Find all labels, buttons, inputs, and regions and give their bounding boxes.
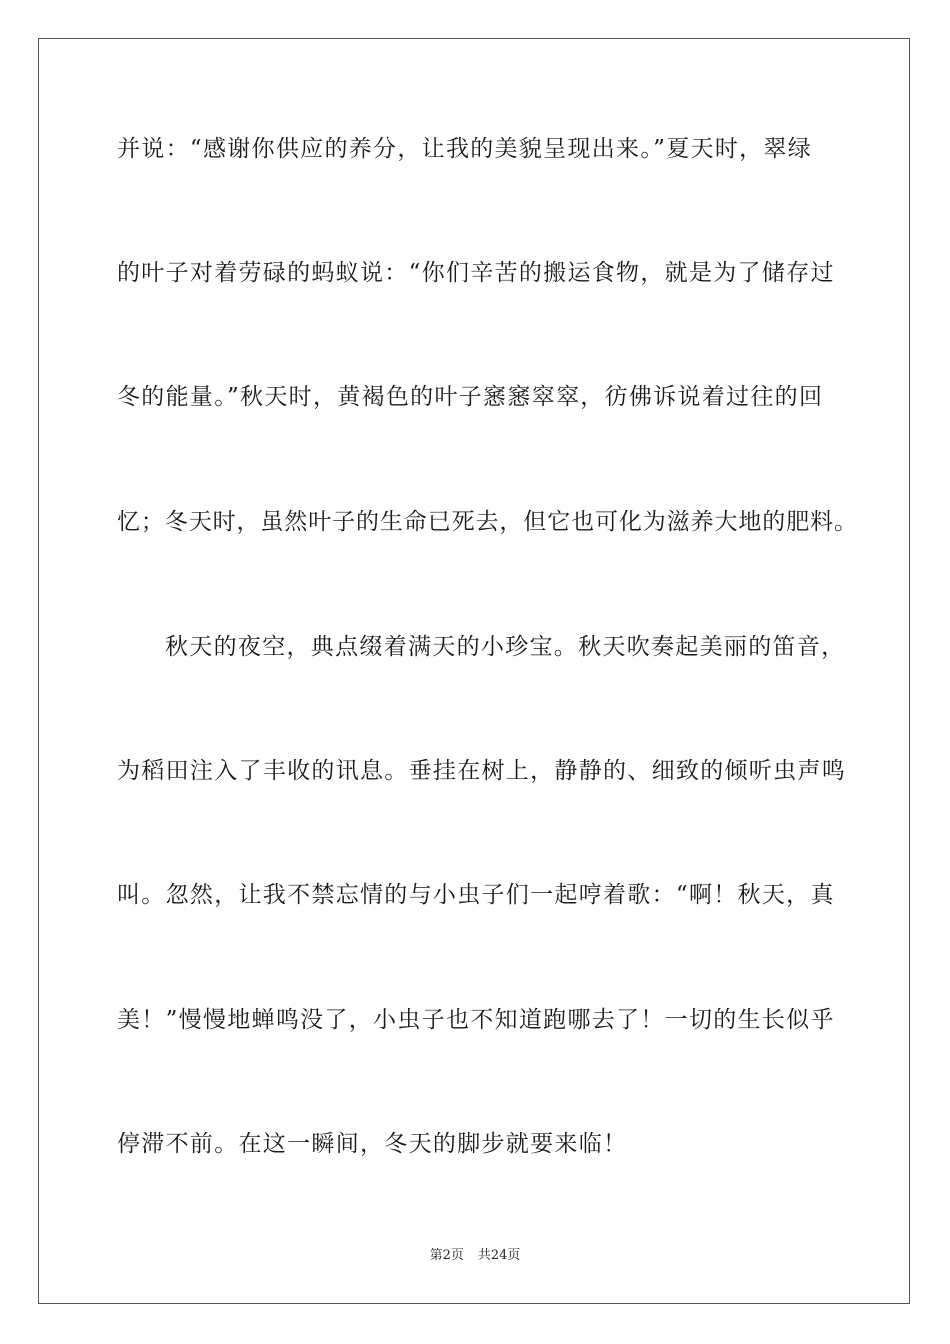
text-line: 的叶子对着劳碌的蚂蚁说：“你们辛苦的搬运食物，就是为了储存过 [117,260,835,286]
page-footer [0,1247,950,1265]
text-line: 叫。忽然，让我不禁忘情的与小虫子们一起哼着歌：“啊！秋天，真 [117,882,835,908]
text-line: 停滞不前。在这一瞬间，冬天的脚步就要来临！ [117,1131,628,1157]
text-line: 为稻田注入了丰收的讯息。垂挂在树上，静静的、细致的倾听虫声鸣 [117,758,846,784]
page-number: 第2页 [429,1248,464,1263]
text-line: 并说：“感谢你供应的养分，让我的美貌呈现出来。”夏天时，翠绿 [117,136,813,162]
text-line: 美！”慢慢地蝉鸣没了，小虫子也不知道跑哪去了！一切的生长似乎 [117,1007,835,1033]
text-line: 忆；冬天时，虽然叶子的生命已死去，但它也可化为滋养大地的肥料。 [117,509,858,535]
page-total: 共24页 [477,1248,521,1263]
paragraph-first-line: 秋天的夜空，典点缀着满天的小珍宝。秋天吹奏起美丽的笛音， [165,634,846,660]
text-line: 冬的能量。”秋天时，黄褐色的叶子窸窸窣窣，彷佛诉说着过往的回 [117,384,824,410]
page-border [38,38,910,1304]
